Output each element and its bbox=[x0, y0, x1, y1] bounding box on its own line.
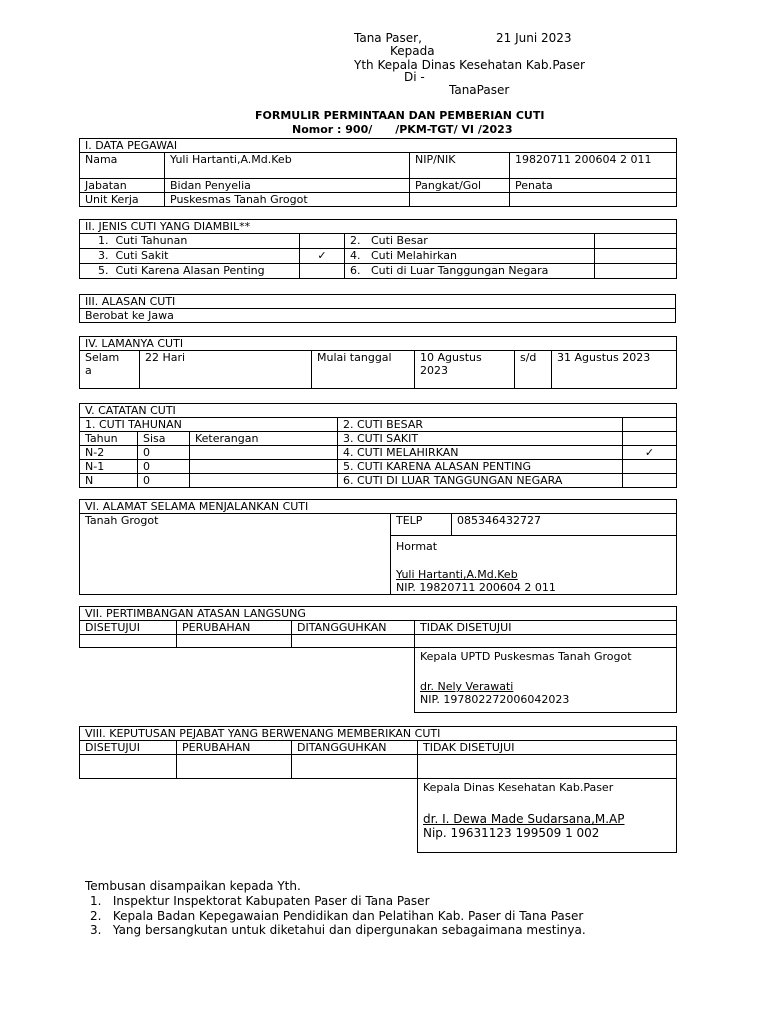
col-ditangguhkan: DITANGGUHKAN bbox=[292, 621, 415, 635]
col-tahun: Tahun bbox=[80, 432, 138, 446]
decision-name: dr. I. Dewa Made Sudarsana,M.AP bbox=[423, 812, 625, 826]
jenis-cuti-item: 6. Cuti di Luar Tanggungan Negara bbox=[345, 264, 595, 279]
value-nama: Yuli Hartanti,A.Md.Keb bbox=[165, 153, 410, 179]
label-sd: s/d bbox=[515, 351, 552, 389]
tembusan-item: 2. Kepala Badan Kepegawaian Pendidikan dan Pelatihan Kab. Paser di Tana Paser bbox=[90, 909, 584, 923]
col-keterangan: Keterangan bbox=[190, 432, 338, 446]
decision-maker-block bbox=[418, 779, 677, 853]
approver-nip: NIP. 197802272006042023 bbox=[420, 693, 570, 706]
label-pangkat: Pangkat/Gol bbox=[410, 179, 510, 193]
jenis-cuti-check[interactable] bbox=[300, 264, 345, 279]
section-alamat bbox=[79, 499, 677, 595]
section-keputusan bbox=[79, 726, 677, 853]
label-telp: TELP bbox=[391, 514, 452, 536]
catatan-check[interactable] bbox=[623, 418, 677, 432]
hormat-label: Hormat bbox=[396, 540, 438, 553]
jenis-cuti-item: 1. Cuti Tahunan bbox=[80, 234, 300, 249]
section-heading: VIII. KEPUTUSAN PEJABAT YANG BERWENANG MEMBERIKAN CUTI bbox=[80, 727, 677, 741]
value-hari: 22 Hari bbox=[140, 351, 312, 389]
catatan-item: 4. CUTI MELAHIRKAN bbox=[338, 446, 623, 460]
header-kepada: Kepada bbox=[390, 44, 435, 58]
col-disetujui: DISETUJUI bbox=[80, 741, 177, 755]
jenis-cuti-item: 5. Cuti Karena Alasan Penting bbox=[80, 264, 300, 279]
header-recipient: Yth Kepala Dinas Kesehatan Kab.Paser bbox=[354, 58, 585, 72]
header-date: 21 Juni 2023 bbox=[496, 31, 572, 45]
tembusan-item: 3. Yang bersangkutan untuk diketahui dan dipergunakan sebagaimana mestinya. bbox=[90, 923, 586, 937]
value-jabatan: Bidan Penyelia bbox=[165, 179, 410, 193]
catatan-item: 2. CUTI BESAR bbox=[338, 418, 623, 432]
value-nip: 19820711 200604 2 011 bbox=[510, 153, 677, 179]
signer-nip: NIP. 19820711 200604 2 011 bbox=[396, 581, 556, 594]
value-sampai: 31 Agustus 2023 bbox=[552, 351, 677, 389]
catatan-check[interactable]: ✓ bbox=[623, 446, 677, 460]
jenis-cuti-item: 4. Cuti Melahirkan bbox=[345, 249, 595, 264]
value-mulai: 10 Agustus 2023 bbox=[415, 351, 515, 389]
catatan-tahunan: 1. CUTI TAHUNAN bbox=[80, 418, 338, 432]
section-heading: III. ALASAN CUTI bbox=[80, 295, 676, 309]
approver-position: Kepala UPTD Puskesmas Tanah Grogot bbox=[420, 650, 632, 663]
jenis-cuti-check[interactable] bbox=[595, 234, 677, 249]
jenis-cuti-check[interactable] bbox=[595, 264, 677, 279]
section-heading: VII. PERTIMBANGAN ATASAN LANGSUNG bbox=[80, 607, 677, 621]
section-lamanya-cuti bbox=[79, 336, 677, 389]
catatan-item: 5. CUTI KARENA ALASAN PENTING bbox=[338, 460, 623, 474]
section-heading: VI. ALAMAT SELAMA MENJALANKAN CUTI bbox=[80, 500, 677, 514]
col-tidak-disetujui: TIDAK DISETUJUI bbox=[418, 741, 677, 755]
row-sisa: 0 bbox=[138, 446, 190, 460]
cell-disetujui[interactable] bbox=[80, 755, 177, 779]
section-heading: IV. LAMANYA CUTI bbox=[80, 337, 677, 351]
row-sisa: 0 bbox=[138, 474, 190, 488]
row-tahun: N bbox=[80, 474, 138, 488]
label-mulai: Mulai tanggal bbox=[312, 351, 415, 389]
catatan-check[interactable] bbox=[623, 460, 677, 474]
jenis-cuti-check[interactable]: ✓ bbox=[300, 249, 345, 264]
value-alamat: Tanah Grogot bbox=[80, 514, 391, 595]
section-pertimbangan bbox=[79, 606, 677, 713]
catatan-check[interactable] bbox=[623, 474, 677, 488]
header-di: Di - bbox=[404, 70, 425, 84]
row-tahun: N-1 bbox=[80, 460, 138, 474]
col-ditangguhkan: DITANGGUHKAN bbox=[292, 741, 418, 755]
label-unit: Unit Kerja bbox=[80, 193, 165, 207]
value-telp: 085346432727 bbox=[452, 514, 677, 536]
tembusan-intro: Tembusan disampaikan kepada Yth. bbox=[85, 879, 301, 893]
label-nama: Nama bbox=[80, 153, 165, 179]
row-tahun: N-2 bbox=[80, 446, 138, 460]
signature-block bbox=[391, 536, 677, 595]
col-tidak-disetujui: TIDAK DISETUJUI bbox=[415, 621, 677, 635]
cell-ditangguhkan[interactable] bbox=[292, 755, 418, 779]
jenis-cuti-check[interactable] bbox=[300, 234, 345, 249]
section-heading: I. DATA PEGAWAI bbox=[80, 139, 677, 153]
catatan-item: 3. CUTI SAKIT bbox=[338, 432, 623, 446]
row-sisa: 0 bbox=[138, 460, 190, 474]
col-perubahan: PERUBAHAN bbox=[177, 741, 292, 755]
section-alasan-cuti bbox=[79, 294, 676, 323]
label-selama: Selam a bbox=[80, 351, 140, 389]
tembusan-item: 1. Inspektur Inspektorat Kabupaten Paser di Tana Paser bbox=[90, 894, 430, 908]
form-number: Nomor : 900/ /PKM-TGT/ VI /2023 bbox=[292, 123, 513, 136]
cell-tidak-disetujui[interactable] bbox=[415, 635, 677, 648]
decision-nip: Nip. 19631123 199509 1 002 bbox=[423, 826, 600, 840]
cell-ditangguhkan[interactable] bbox=[292, 635, 415, 648]
catatan-item: 6. CUTI DI LUAR TANGGUNGAN NEGARA bbox=[338, 474, 623, 488]
col-perubahan: PERUBAHAN bbox=[177, 621, 292, 635]
jenis-cuti-item: 2. Cuti Besar bbox=[345, 234, 595, 249]
header-tanapaser: TanaPaser bbox=[449, 83, 510, 97]
jenis-cuti-check[interactable] bbox=[595, 249, 677, 264]
value-pangkat: Penata bbox=[510, 179, 677, 193]
col-sisa: Sisa bbox=[138, 432, 190, 446]
jenis-cuti-item: 3. Cuti Sakit bbox=[80, 249, 300, 264]
approver-block bbox=[415, 648, 677, 713]
header-place: Tana Paser, bbox=[354, 31, 422, 45]
section-catatan-cuti bbox=[79, 403, 677, 488]
cell-perubahan[interactable] bbox=[177, 635, 292, 648]
signer-name: Yuli Hartanti,A.Md.Keb bbox=[396, 568, 518, 581]
cell-disetujui[interactable] bbox=[80, 635, 177, 648]
cell-tidak-disetujui[interactable] bbox=[418, 755, 677, 779]
approver-name: dr. Nely Verawati bbox=[420, 680, 514, 693]
section-data-pegawai bbox=[79, 138, 677, 207]
form-title: FORMULIR PERMINTAAN DAN PEMBERIAN CUTI bbox=[255, 109, 545, 122]
cell-perubahan[interactable] bbox=[177, 755, 292, 779]
value-unit: Puskesmas Tanah Grogot bbox=[165, 193, 410, 207]
section-jenis-cuti bbox=[79, 219, 677, 279]
section-heading: II. JENIS CUTI YANG DIAMBIL** bbox=[80, 220, 677, 234]
label-nip: NIP/NIK bbox=[410, 153, 510, 179]
label-jabatan: Jabatan bbox=[80, 179, 165, 193]
catatan-check[interactable] bbox=[623, 432, 677, 446]
col-disetujui: DISETUJUI bbox=[80, 621, 177, 635]
value-alasan: Berobat ke Jawa bbox=[80, 309, 676, 323]
decision-position: Kepala Dinas Kesehatan Kab.Paser bbox=[423, 781, 614, 794]
section-heading: V. CATATAN CUTI bbox=[80, 404, 677, 418]
